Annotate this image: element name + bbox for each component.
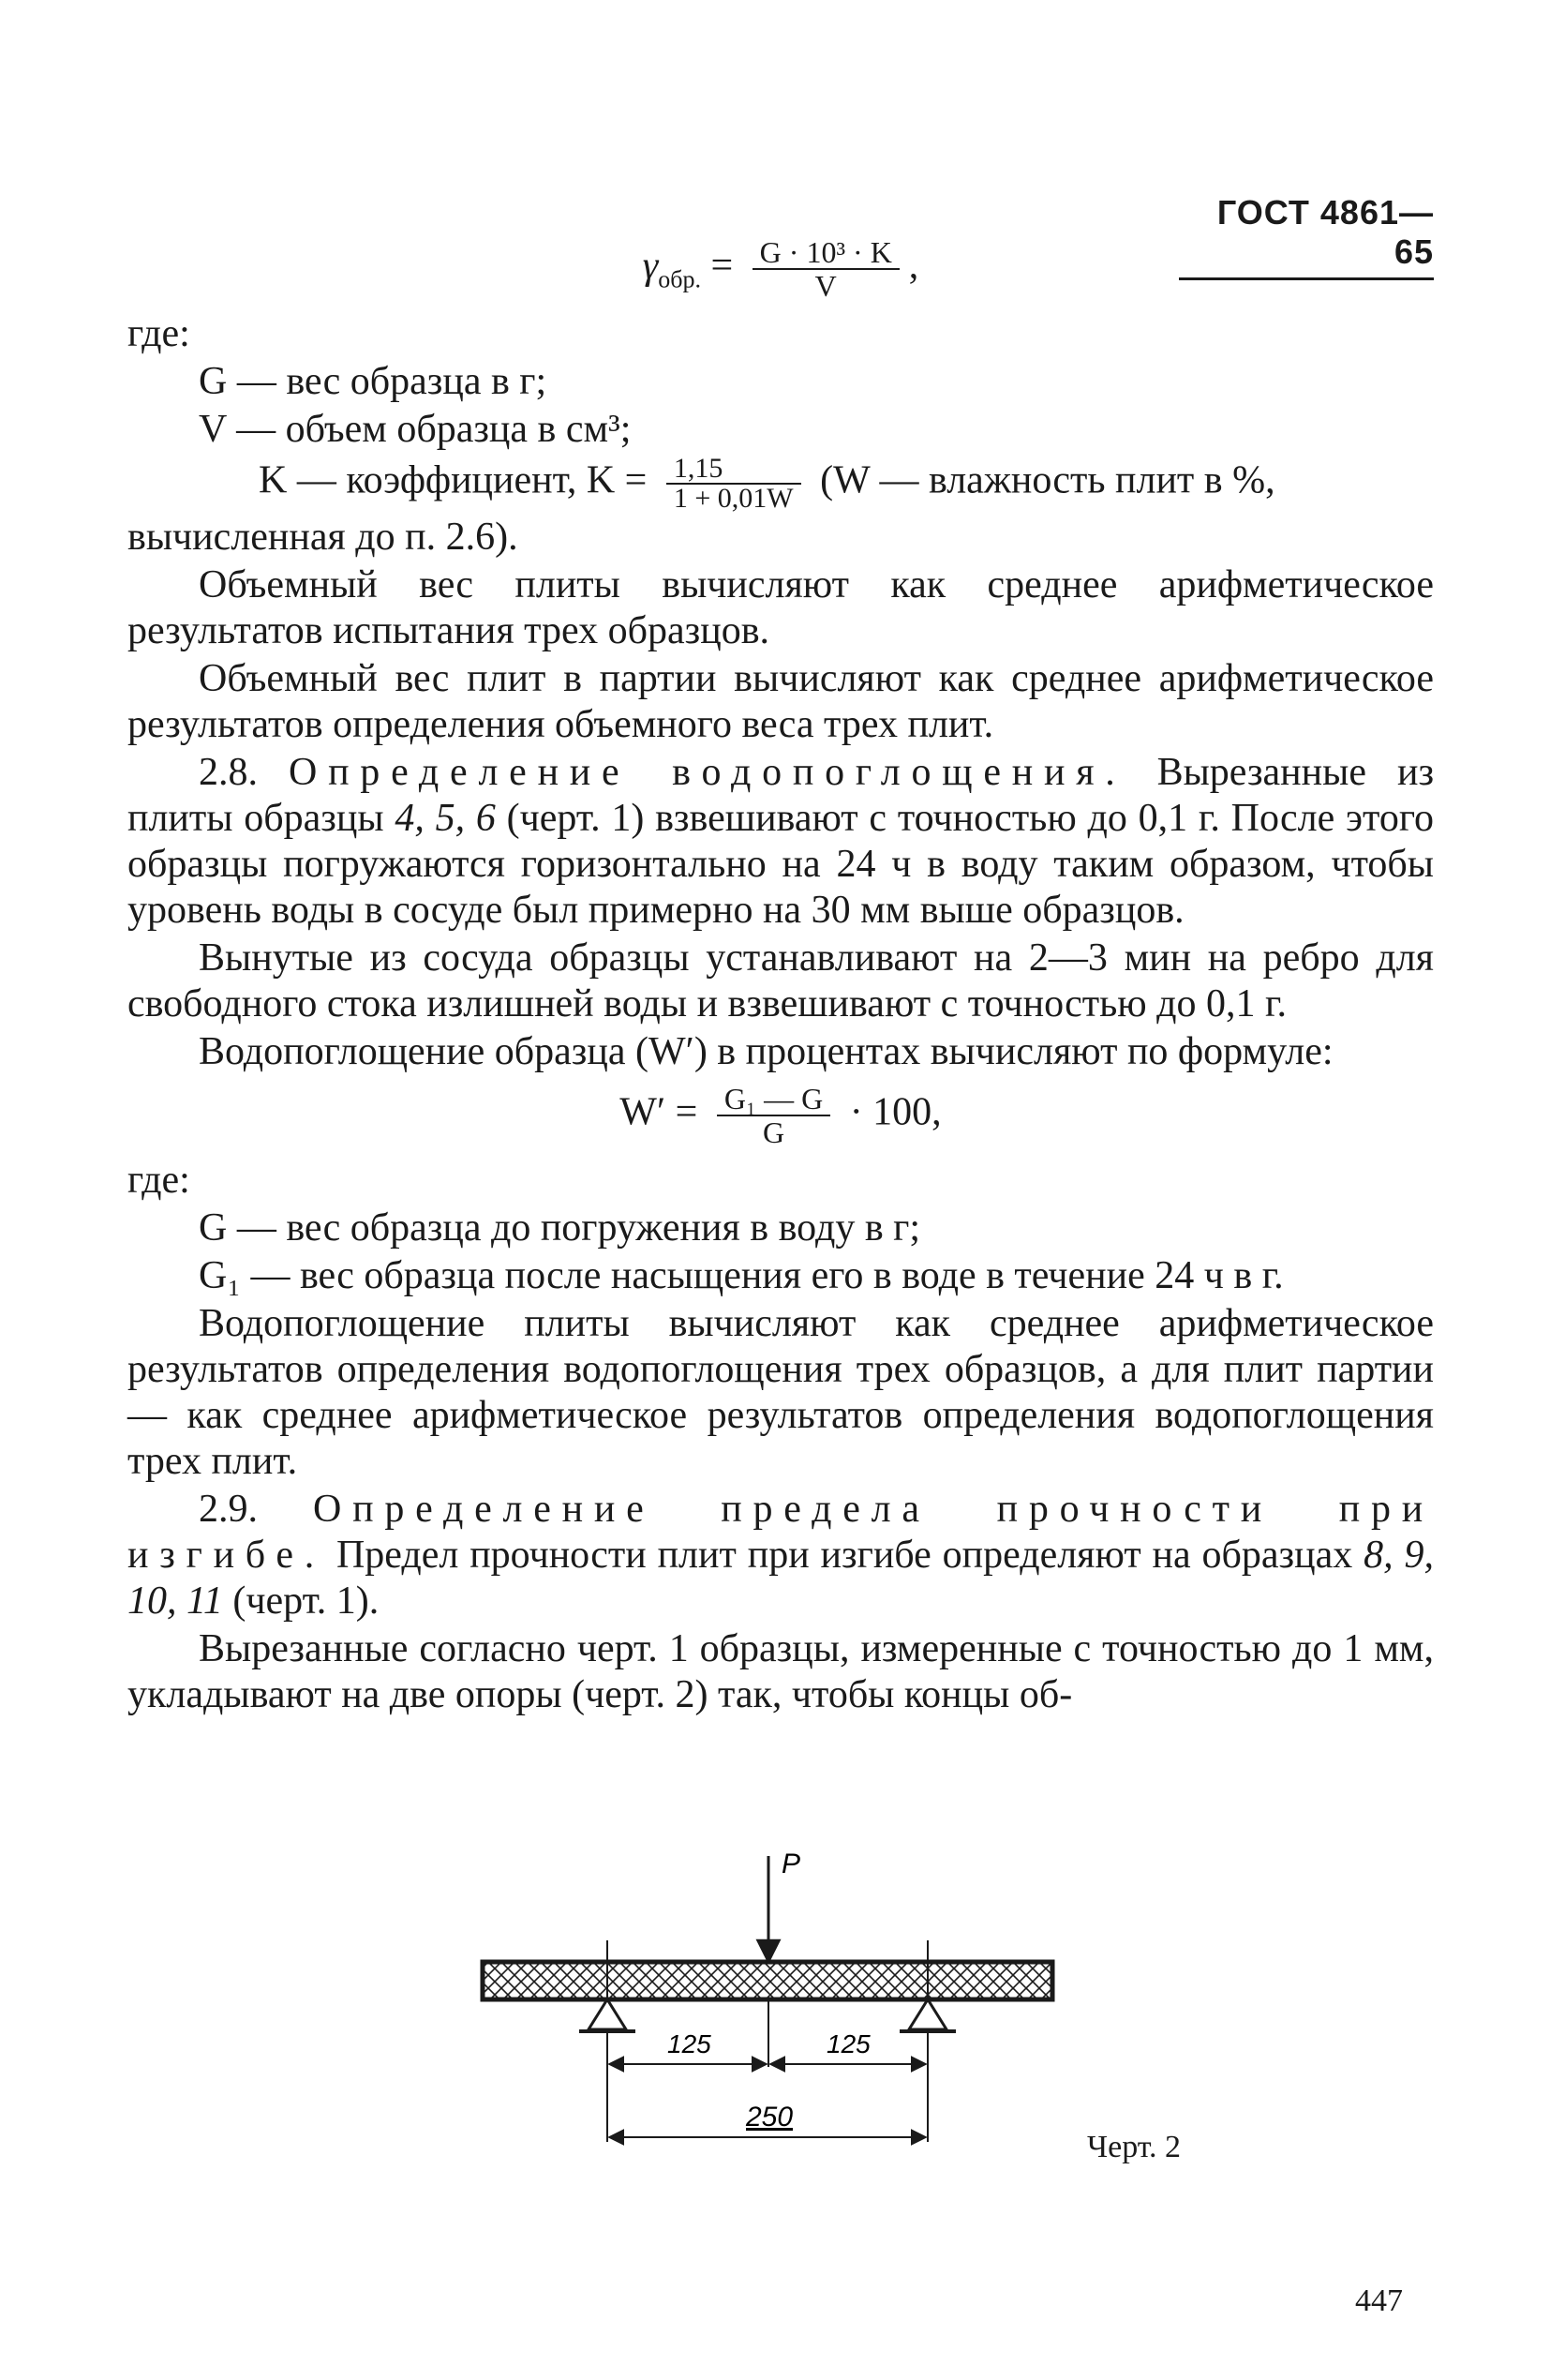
definition-K-continued: вычисленная до п. 2.6). <box>127 516 518 560</box>
where-label: где: <box>127 312 190 356</box>
paragraph-drain: Вынутые из сосуда образцы устанавливают на 2—3 мин на ребро для свободного стока излишней воды и взвешивают с точностью до 0,1 г. <box>127 936 1434 1026</box>
k-fraction: $\frac{1,15}{1 + 0,01W}$ <box>666 455 801 513</box>
figure-caption: Черт. 2 <box>1087 2130 1182 2164</box>
dim-right-label: 125 <box>827 2029 871 2058</box>
paragraph-volume-weight-batch: Объемный вес плит в партии вычисляют как среднее арифметическое результатов определения объемного веса трех плит. <box>127 657 1434 747</box>
formula-water-absorption: W′ = $\frac{\text{G₁ — G}}{G}$ · 100, <box>619 1082 942 1150</box>
formula-lhs: $\gamma_{обр.}$ <box>642 244 701 293</box>
dim-left-label: 125 <box>667 2029 711 2058</box>
formula-density: $\gamma_{обр.}$ = $\frac{\text{G · 10³ · K}}{V}$ , <box>642 235 919 303</box>
formula-fraction: $\frac{\text{G · 10³ · K}}{V}$ <box>753 236 900 302</box>
definition-G-before: G — вес образца до погружения в воду в г; <box>199 1206 921 1250</box>
paragraph-plate-absorption: Водопоглощение плиты вычисляют как среднее арифметическое результатов определения водопоглощения трех образцов, а для плит партии — как среднее арифметическое результатов определения водопоглощения трех плит. <box>127 1302 1434 1484</box>
page-number: 447 <box>1355 2283 1403 2318</box>
paragraph-supports: Вырезанные согласно черт. 1 образцы, измеренные с точностью до 1 мм, укладывают на две опоры (черт. 2) так, чтобы концы об- <box>127 1627 1434 1717</box>
definition-V: V — объем образца в см³; <box>199 408 632 452</box>
section-2-8-title: Определение водопоглощения. <box>288 751 1126 795</box>
where-label-2: где: <box>127 1159 190 1203</box>
paragraph-water-absorption-formula-intro: Водопоглощение образца (W′) в процентах вычисляют по формуле: <box>199 1030 1334 1074</box>
load-label: P <box>782 1849 801 1879</box>
section-2-8: 2.8. Определение водопоглощения. Вырезанные из плиты образцы 4, 5, 6 (черт. 1) взвешивают с точностью до 0,1 г. После этого образцы погружаются горизонтально на 24 ч в воду таким образом, чтобы уровень воды в сосуде был примерно на 30 мм выше образцов. <box>127 751 1435 933</box>
definition-G: G — вес образца в г; <box>199 360 547 404</box>
specimen-beam <box>483 1962 1052 1999</box>
right-support <box>900 1999 956 2031</box>
section-2-9: 2.9. Определение предела прочности при изгибе. Предел прочности плит при изгибе определяют на образцах 8, 9, 10, 11 (черт. 1). <box>127 1488 1435 1624</box>
definition-G1: G₁ — вес образца после насыщения его в воде в течение 24 ч в г. <box>199 1254 1284 1298</box>
formula2-fraction: $\frac{\text{G₁ — G}}{G}$ <box>717 1083 830 1148</box>
page-body <box>127 234 1434 1720</box>
left-support <box>579 1999 635 2031</box>
section-2-9-title: Определение предела прочности при изгибе. <box>127 1488 1434 1578</box>
paragraph-volume-weight-plate: Объемный вес плиты вычисляют как среднее арифметическое результатов испытания трех образцов. <box>127 563 1434 653</box>
definition-K: K — коэффициент, K = $\frac{1,15}{1 + 0,01W}$ (W — влажность плит в %, <box>259 453 1275 515</box>
document-header: ГОСТ 4861—65 <box>1179 193 1434 280</box>
dim-total-label: 250 <box>746 2102 794 2133</box>
bending-test-diagram <box>469 1837 1106 2165</box>
